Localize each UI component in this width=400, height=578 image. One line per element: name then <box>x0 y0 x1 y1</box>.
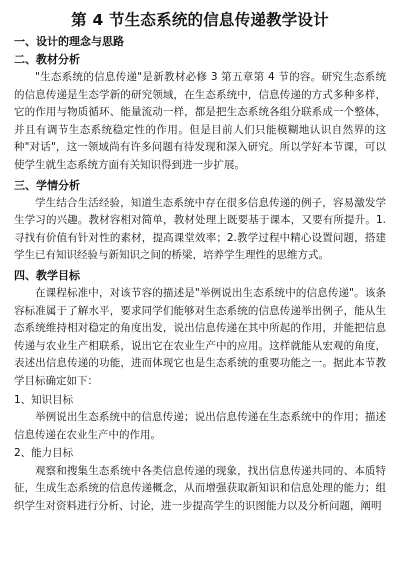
paragraph-textbook-analysis: "生态系统的信息传递"是新教材必修 3 第五章第 4 节的容。研究生态系统的信息传递是生态学新的研究领域，在生态系统中，信息传递的方式多种多样，它的作用与物质循环、能量流动一样，都是把生态系统各组分联系成一个整体，并且有调节生态系统稳定性的作用。但是目前人们只能模糊地认识自然界的这种"对话"，这一领域尚有许多问题有待发现和深入研究。所以学好本节课，可以使学生就生态系统方面有关知识得到进一步扩展。 <box>14 71 386 171</box>
document-title: 第 4 节生态系统的信息传递教学设计 <box>71 11 329 29</box>
heading-design-concept: 一、设计的理念与思路 <box>14 35 124 48</box>
subheading-knowledge-goals: 1、知识目标 <box>14 393 74 406</box>
heading-textbook-analysis: 二、教材分析 <box>14 53 80 66</box>
heading-student-analysis: 三、学情分析 <box>14 178 80 192</box>
paragraph-knowledge-goals: 举例说出生态系统中的信息传递；说出信息传递在生态系统中的作用；描述信息传递在农业生产中的作用。 <box>14 411 386 441</box>
heading-teaching-goals: 四、教学目标 <box>14 268 80 282</box>
paragraph-teaching-goals: 在课程标准中，对该节容的描述是"举例说出生态系统中的信息传递"。该条容标准属于了解水平，要求同学们能够对生态系统的信息传递举出例子，能从生态系统维持相对稳定的角度出发，说出信息传递在其中所起的作用，并能把信息传递与农业生产相联系，说出它在农业生产中的应用。这样就能从宏观的角度，表述出信息传递的功能，进而体现它也是生态系统的重要功能之一。据此本节教学目标确定如下： <box>14 286 386 387</box>
paragraph-student-analysis: 学生结合生活经验，知道生态系统中存在很多信息传递的例子，容易激发学生学习的兴趣。教材容相对简单，教材处理上既要基于课本，又要有所提升。1.寻找有价值有针对性的素材，提高课堂效率；2.教学过程中精心设置问题，搭建学生已有知识经验与新知识之间的桥梁，培养学生理性的思维方式。 <box>14 196 386 262</box>
paragraph-ability-goals: 观察和搜集生态系统中各类信息传递的现象，找出信息传递共同的、本质特征，生成生态系统的信息传递概念，从而增强获取新知识和信息处理的能力；组织学生对资料进行分析、讨论，进一步提高学生的识图能力以及分析问题，阐明 <box>14 464 386 513</box>
subheading-ability-goals: 2、能力目标 <box>14 447 74 460</box>
